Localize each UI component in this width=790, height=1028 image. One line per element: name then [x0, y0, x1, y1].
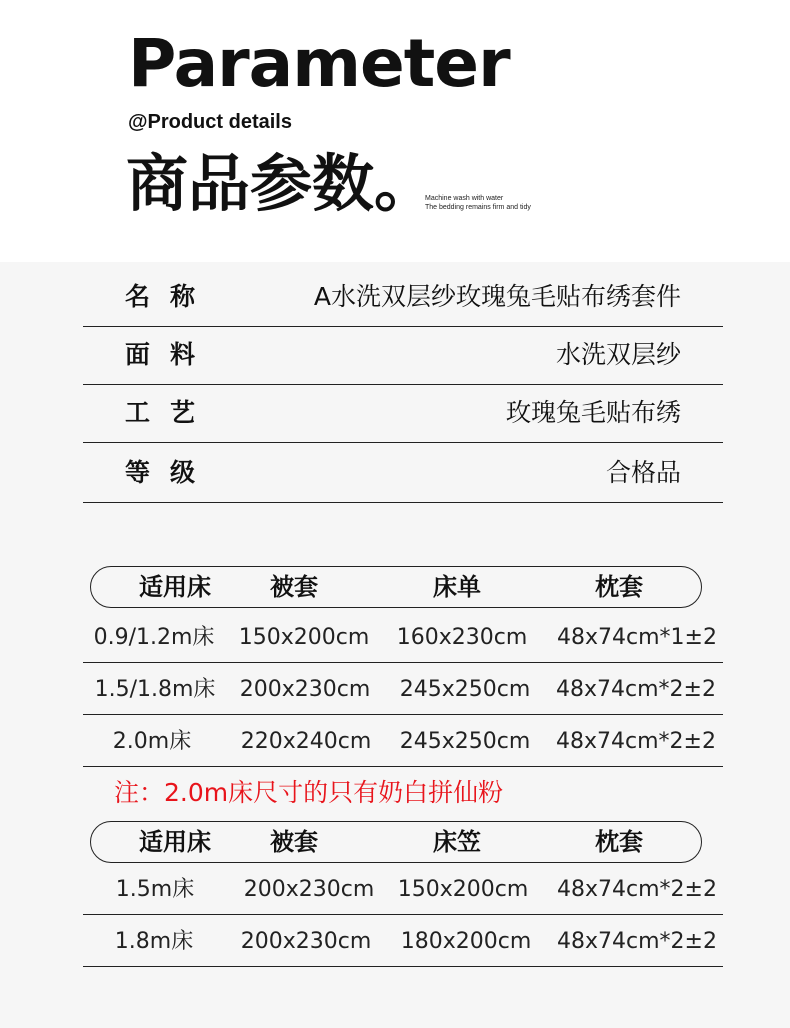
param-label: 名称: [125, 282, 216, 311]
param-value: 水洗双层纱: [555, 340, 681, 369]
table-cell: 245x250cm: [399, 677, 531, 702]
table-cell: 150x200cm: [397, 877, 529, 902]
param-label: 等级: [125, 458, 216, 487]
table-cell: 245x250cm: [399, 729, 531, 754]
table-row: [83, 610, 723, 663]
tagline-line: Machine wash with water: [425, 195, 504, 202]
table-row: [83, 914, 723, 967]
table-cell: 0.9/1.2m床: [93, 625, 215, 650]
table-cell: 1.8m床: [114, 929, 194, 954]
table-cell: 220x240cm: [240, 729, 372, 754]
table-cell: 48x74cm*2±2: [557, 877, 717, 902]
table1-header: [90, 566, 702, 608]
param-label: 面料: [125, 340, 216, 369]
table-cell: 160x230cm: [396, 625, 528, 650]
param-row-name: [83, 268, 723, 327]
table-cell: 48x74cm*2±2: [556, 729, 716, 754]
page-title-cn: 商品参数。: [126, 147, 437, 220]
table-header-cell: 床单: [433, 573, 481, 601]
page-title-en: Parameter: [128, 25, 510, 102]
param-label: 工艺: [125, 398, 216, 427]
table-cell: 200x230cm: [239, 677, 371, 702]
tagline-line: The bedding remains firm and tidy: [425, 204, 531, 211]
table-cell: 1.5m床: [115, 877, 195, 902]
table-cell: 2.0m床: [112, 729, 192, 754]
param-row-grade: [83, 444, 723, 503]
table-cell: 200x230cm: [240, 929, 372, 954]
table-header-cell: 枕套: [595, 828, 643, 856]
table-header-cell: 适用床: [139, 573, 211, 601]
table-cell: 1.5/1.8m床: [94, 677, 216, 702]
table-cell: 48x74cm*2±2: [556, 677, 716, 702]
param-value: 合格品: [605, 458, 681, 487]
tagline: [425, 194, 531, 212]
table-cell: 48x74cm*2±2: [557, 929, 717, 954]
param-value: 玫瑰兔毛贴布绣: [505, 398, 681, 427]
table-cell: 48x74cm*1±2: [557, 625, 717, 650]
param-row-fabric: [83, 326, 723, 385]
size-note: 注：2.0m床尺寸的只有奶白拼仙粉: [114, 778, 504, 807]
param-row-craft: [83, 384, 723, 443]
param-value: A水洗双层纱玫瑰兔毛贴布绣套件: [313, 282, 681, 311]
table-header-cell: 被套: [270, 828, 318, 856]
table-header-cell: 床笠: [433, 828, 481, 856]
table-cell: 180x200cm: [400, 929, 532, 954]
table-row: [83, 714, 723, 767]
table-header-cell: 适用床: [139, 828, 211, 856]
table-row: [83, 662, 723, 715]
table-cell: 150x200cm: [238, 625, 370, 650]
table2-header: [90, 821, 702, 863]
table-header-cell: 被套: [270, 573, 318, 601]
table-header-cell: 枕套: [595, 573, 643, 601]
table-row: [83, 862, 723, 915]
table-cell: 200x230cm: [243, 877, 375, 902]
page-subtitle: @Product details: [128, 111, 292, 133]
